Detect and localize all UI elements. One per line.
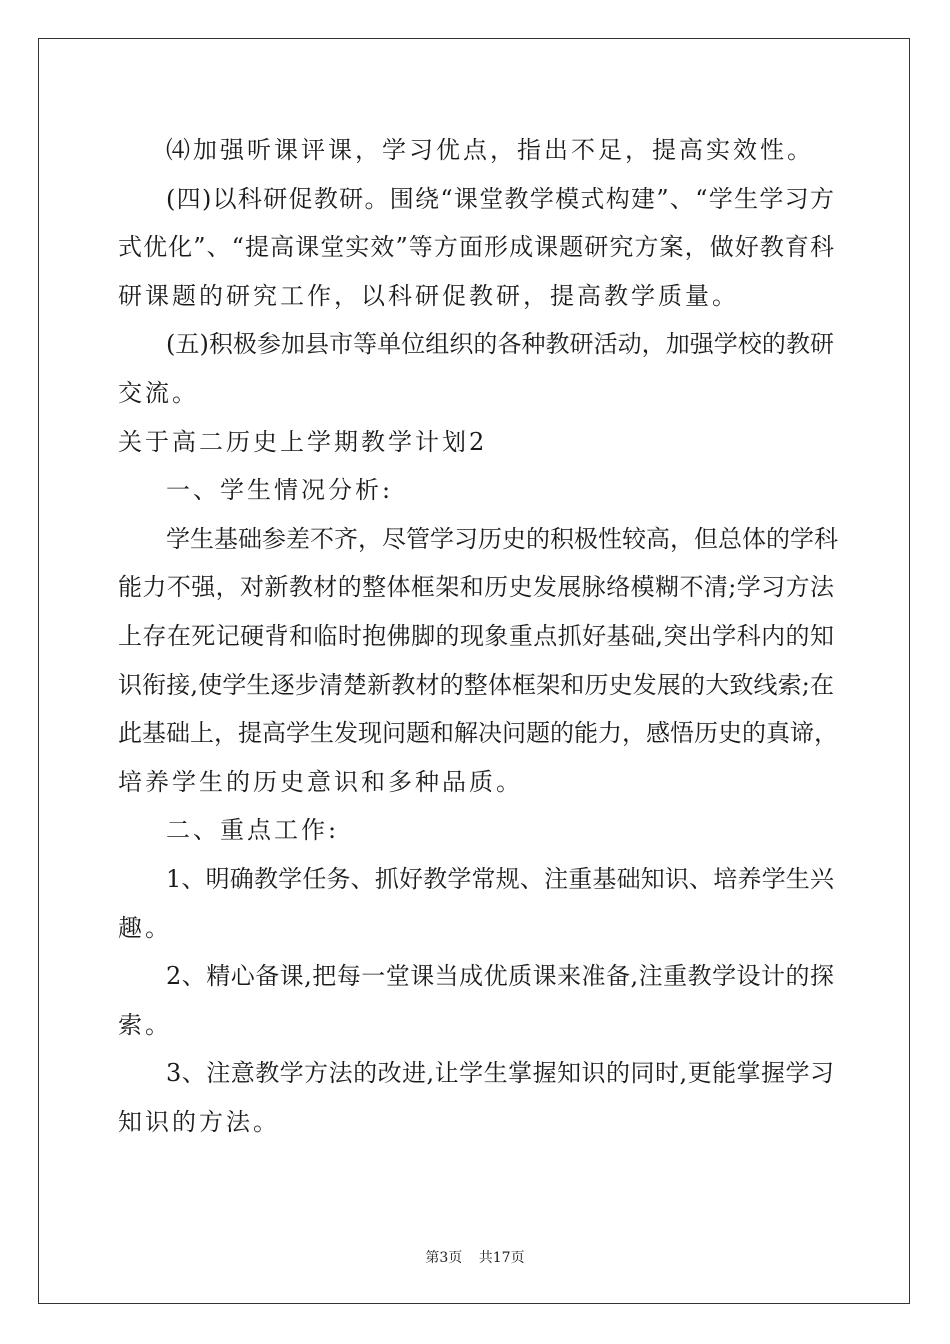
paragraph <box>118 806 834 855</box>
text-line: 此基础上，提高学生发现问题和解决问题的能力，感悟历史的真谛， <box>118 719 838 748</box>
text-line: 培养学生的历史意识和多种品质。 <box>118 767 523 796</box>
text-line: 式优化”、“提高课堂实效”等方面形成课题研究方案，做好教育科 <box>118 233 834 262</box>
text-line: 能力不强，对新教材的整体框架和历史发展脉络模糊不清;学习方法 <box>118 573 834 602</box>
text-line: 2、精心备课,把每一堂课当成优质课来准备,注重教学设计的探 <box>166 962 834 991</box>
paragraph <box>118 1049 834 1146</box>
paragraph <box>118 952 834 1049</box>
paragraph <box>118 515 838 807</box>
page-total: 共17页 <box>478 1250 525 1266</box>
paragraph <box>118 175 834 321</box>
text-line: 趣。 <box>118 913 172 942</box>
text-line: 研课题的研究工作，以科研促教研，提高教学质量。 <box>118 281 739 310</box>
text-line: 识衔接,使学生逐步清楚新教材的整体框架和历史发展的大致线索;在 <box>118 670 834 699</box>
text-line: 3、注意教学方法的改进,让学生掌握知识的同时,更能掌握学习 <box>166 1059 834 1088</box>
text-line: 一、学生情况分析: <box>166 476 394 505</box>
text-line: 学生基础参差不齐，尽管学习历史的积极性较高，但总体的学科 <box>166 524 838 553</box>
page-footer <box>0 1247 950 1267</box>
text-line: 上存在死记硬背和临时抱佛脚的现象重点抓好基础,突出学科内的知 <box>118 621 834 650</box>
paragraph <box>118 126 834 175</box>
text-line: (四)以科研促教研。围绕“课堂教学模式构建”、“学生学习方 <box>166 184 834 213</box>
text-line: (五)积极参加县市等单位组织的各种教研活动，加强学校的教研 <box>166 330 834 359</box>
text-line: 关于高二历史上学期教学计划2 <box>118 427 488 456</box>
text-line: 1、明确教学任务、抓好教学常规、注重基础知识、培养学生兴 <box>166 864 834 893</box>
paragraph <box>118 466 834 515</box>
section-heading <box>118 418 834 467</box>
text-line: 索。 <box>118 1010 172 1039</box>
text-line: 二、重点工作: <box>166 816 340 845</box>
paragraph <box>118 320 834 417</box>
page-number: 第3页 <box>425 1250 463 1266</box>
text-line: ⑷加强听课评课，学习优点，指出不足，提高实效性。 <box>166 136 814 164</box>
paragraph <box>118 855 834 952</box>
text-line: 交流。 <box>118 378 199 407</box>
document-body <box>118 126 838 1146</box>
text-line: 知识的方法。 <box>118 1107 280 1136</box>
